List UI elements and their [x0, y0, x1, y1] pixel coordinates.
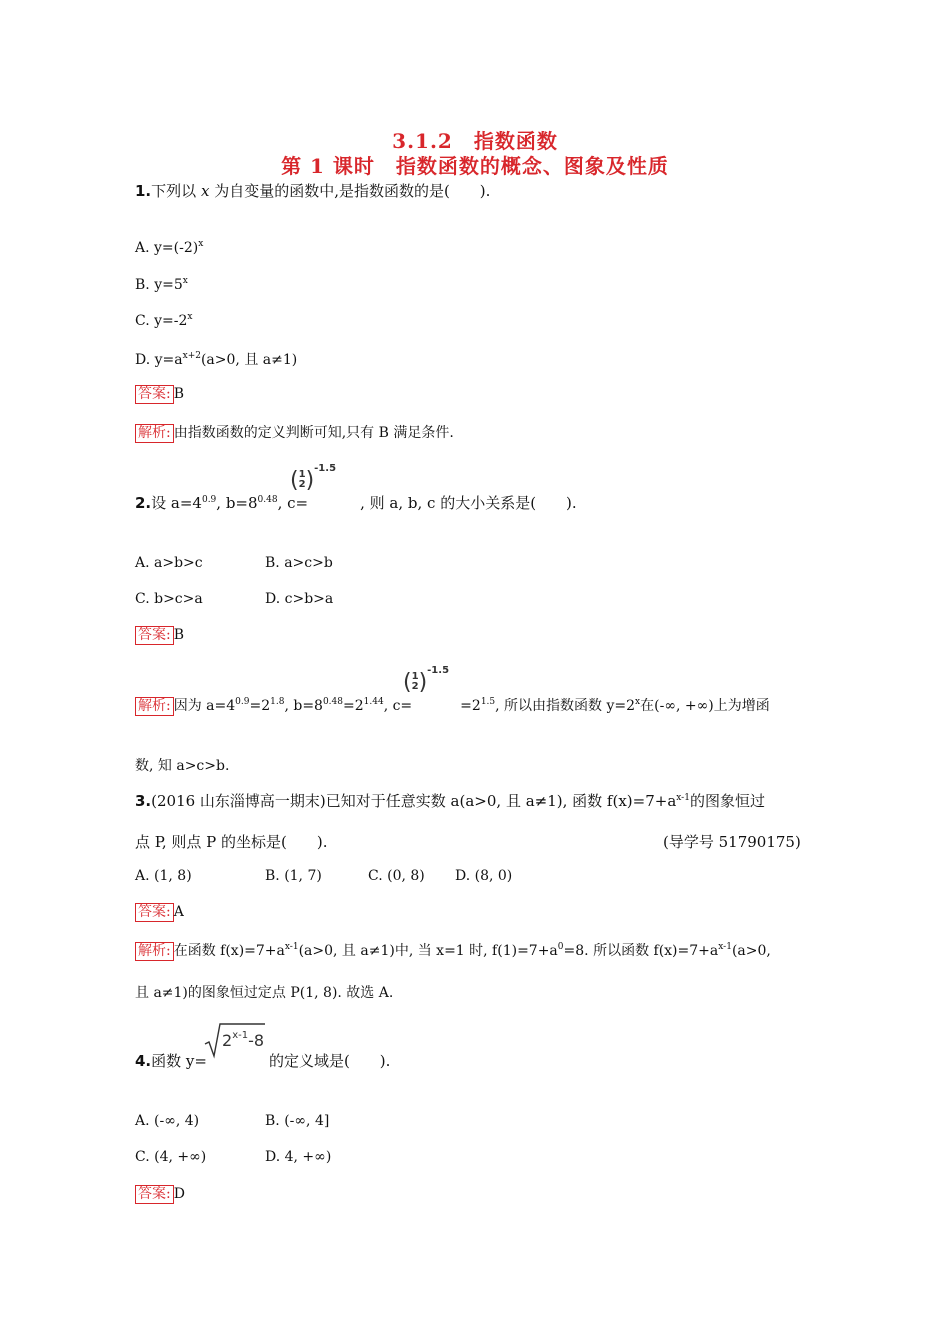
q4-answer	[135, 1185, 185, 1204]
stem-text: , 则 a, b, c 的大小关系是( ).	[360, 494, 577, 512]
q3-analysis-line2: 且 a≠1)的图象恒过定点 P(1, 8). 故选 A.	[135, 985, 394, 1001]
analysis-text: , c=	[383, 698, 413, 714]
exponent: 0.48	[257, 495, 278, 505]
q4-option-a: A. (-∞, 4)	[135, 1113, 200, 1129]
stem-text: , b=8	[216, 494, 258, 512]
q2-analysis-line2: 数, 知 a>c>b.	[135, 758, 230, 774]
analysis-text: (a>0,	[731, 943, 771, 959]
exponent: x	[187, 312, 193, 322]
exponent: x+2	[182, 351, 201, 361]
q3-option-b: B. (1, 7)	[265, 868, 322, 884]
stem-text: 函数 y=	[151, 1052, 207, 1070]
q3-option-a: A. (1, 8)	[135, 868, 192, 884]
stem-text: 为自变量的函数中,是指数函数的是( ).	[214, 182, 491, 200]
option-text: C. y=-2	[135, 313, 188, 329]
option-text: B. y=5	[135, 277, 183, 293]
question-number: 4.	[135, 1052, 152, 1070]
q2-option-d: D. c>b>a	[265, 591, 334, 607]
q1-option-b	[135, 277, 188, 293]
exponent: x-1	[232, 1030, 249, 1041]
guide-reference: (导学号 51790175)	[663, 833, 801, 851]
q4-option-b: B. (-∞, 4]	[265, 1113, 330, 1129]
analysis-label: 解析:	[135, 942, 174, 961]
exponent: x-1	[718, 942, 732, 952]
analysis-text: 由指数函数的定义判断可知,只有 B 满足条件.	[173, 425, 454, 441]
q4-option-d: D. 4, +∞)	[265, 1149, 332, 1165]
q2-analysis	[135, 695, 770, 716]
analysis-text: 在(-∞, +∞)上为增函	[640, 698, 770, 714]
analysis-text: , 所以由指数函数 y=2	[495, 698, 636, 714]
analysis-text: =2	[343, 698, 364, 714]
question-number: 3.	[135, 792, 152, 810]
answer-value: B	[173, 386, 185, 402]
exponent: x-1	[676, 793, 690, 803]
question-number: 2.	[135, 494, 152, 512]
q1-answer	[135, 385, 184, 404]
analysis-label: 解析:	[135, 697, 174, 716]
question-1-stem	[135, 180, 490, 201]
lesson-title: 第 1 课时 指数函数的概念、图象及性质	[281, 154, 669, 178]
question-3-stem	[135, 790, 765, 811]
exponent: 0.9	[235, 697, 250, 707]
analysis-text: =8. 所以函数 f(x)=7+a	[563, 943, 719, 959]
option-text: D. y=a	[135, 352, 183, 368]
stem-text: 的图象恒过	[689, 792, 765, 810]
question-3-stem-line2: 点 P, 则点 P 的坐标是( ).	[135, 833, 328, 851]
q1-option-a	[135, 240, 203, 256]
answer-label: 答案:	[135, 1185, 174, 1204]
answer-value: D	[173, 1186, 185, 1202]
answer-value: A	[173, 904, 184, 920]
answer-label: 答案:	[135, 626, 174, 645]
stem-text: , c=	[277, 494, 309, 512]
radicand-base: 2	[222, 1031, 233, 1050]
q1-option-d	[135, 349, 297, 369]
analysis-text: =2	[249, 698, 271, 714]
analysis-text: 在函数 f(x)=7+a	[173, 943, 285, 959]
analysis-text: , b=8	[284, 698, 323, 714]
q3-answer	[135, 903, 184, 922]
analysis-text: 因为 a=4	[173, 698, 236, 714]
q3-option-d: D. (8, 0)	[455, 868, 513, 884]
q2-answer	[135, 626, 184, 645]
q3-analysis	[135, 940, 771, 961]
analysis-text: (a>0, 且 a≠1)中, 当 x=1 时, f(1)=7+a	[298, 943, 558, 959]
exponent: 1.5	[480, 697, 496, 707]
stem-text: 设 a=4	[151, 494, 202, 512]
exponent: 1.8	[270, 697, 285, 707]
stem-text: (2016 山东淄博高一期末)已知对于任意实数 a(a>0, 且 a≠1), 函数 f(x)=7+a	[151, 792, 677, 810]
exponent: x	[635, 697, 641, 707]
variable: x	[200, 182, 210, 200]
c-value-formula: (1 2)$^{-1.5}$	[290, 463, 337, 493]
exponent: 0.48	[322, 697, 343, 707]
option-text: A. y=(-2)	[135, 240, 199, 256]
q2-option-a: A. a>b>c	[135, 555, 203, 571]
question-number: 1.	[135, 182, 152, 200]
exponent: 1.44	[363, 697, 384, 707]
radicand-tail: -8	[248, 1031, 265, 1050]
exponent: -1.5	[314, 463, 337, 474]
stem-text: 下列以	[151, 182, 197, 200]
question-2-stem	[135, 492, 577, 513]
exponent: -1.5	[427, 665, 450, 676]
answer-label: 答案:	[135, 903, 174, 922]
q1-option-c	[135, 313, 192, 329]
q1-analysis	[135, 422, 454, 443]
q4-option-c: C. (4, +∞)	[135, 1149, 207, 1165]
section-title: 3.1.2 指数函数	[392, 129, 558, 153]
q2-option-c: C. b>c>a	[135, 591, 203, 607]
exponent: x	[198, 239, 204, 249]
exponent: x	[182, 276, 188, 286]
analysis-text: =2	[460, 698, 481, 714]
analysis-label: 解析:	[135, 424, 174, 443]
c-value-formula-analysis: (1 2)$^{-1.5}$	[403, 665, 450, 695]
option-text: (a>0, 且 a≠1)	[200, 352, 298, 368]
answer-value: B	[173, 627, 185, 643]
exponent: 0.9	[201, 495, 217, 505]
exponent: 0	[557, 942, 564, 952]
answer-label: 答案:	[135, 385, 174, 404]
q2-option-b: B. a>c>b	[265, 555, 333, 571]
exponent: x-1	[284, 942, 299, 952]
q3-option-c: C. (0, 8)	[368, 868, 425, 884]
stem-text: 的定义域是( ).	[268, 1052, 391, 1070]
